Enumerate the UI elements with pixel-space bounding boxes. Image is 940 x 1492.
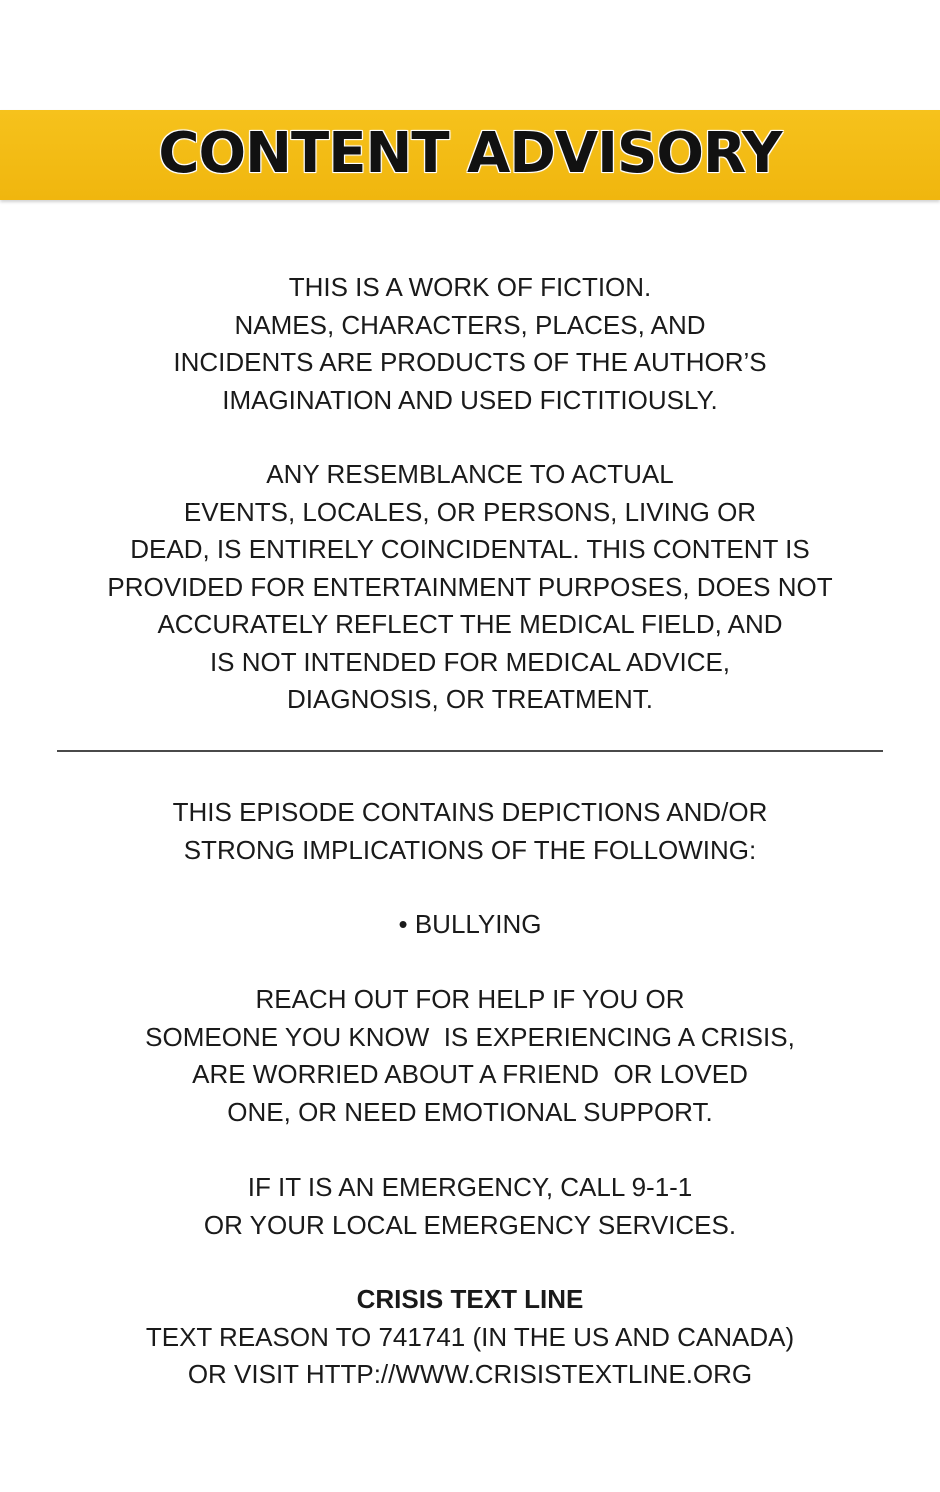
fiction-notice [0,269,940,419]
crisis-url: OR VISIT HTTP://WWW.CRISISTEXTLINE.ORG [187,1359,753,1389]
emergency-notice [0,1169,940,1244]
fiction-line: NAMES, CHARACTERS, PLACES, AND [234,309,706,340]
section-divider [57,750,883,752]
fiction-line: IMAGINATION AND USED FICTITIOUSLY. [222,384,718,415]
fiction-line: THIS IS A WORK OF FICTION. [288,272,652,302]
resemblance-line: ANY RESEMBLANCE TO ACTUAL [266,459,674,489]
crisis-text-line [0,1281,940,1394]
help-line: REACH OUT FOR HELP IF YOU OR [255,984,685,1014]
resemblance-line: DEAD, IS ENTIRELY COINCIDENTAL. THIS CONTENT IS [130,534,810,564]
help-line: ARE WORRIED ABOUT A FRIEND OR LOVED [192,1059,748,1089]
help-line: SOMEONE YOU KNOW IS EXPERIENCING A CRISIS, [145,1021,795,1052]
advisory-banner [0,110,940,200]
fiction-line: INCIDENTS ARE PRODUCTS OF THE AUTHOR’S [173,347,767,377]
topic-list [0,906,940,944]
emergency-line: OR YOUR LOCAL EMERGENCY SERVICES. [203,1209,737,1240]
emergency-line: IF IT IS AN EMERGENCY, CALL 9-1-1 [247,1172,693,1202]
crisis-heading: CRISIS TEXT LINE [356,1284,584,1314]
episode-line: STRONG IMPLICATIONS OF THE FOLLOWING: [183,834,757,865]
resemblance-notice [0,456,940,719]
crisis-line: TEXT REASON TO 741741 (IN THE US AND CANADA) [145,1321,795,1352]
resemblance-line: DIAGNOSIS, OR TREATMENT. [287,684,653,714]
resemblance-line: IS NOT INTENDED FOR MEDICAL ADVICE, [209,646,731,677]
topic-item: • BULLYING [398,909,542,939]
episode-notice [0,794,940,869]
help-line: ONE, OR NEED EMOTIONAL SUPPORT. [227,1096,713,1127]
help-notice [0,981,940,1131]
resemblance-line: PROVIDED FOR ENTERTAINMENT PURPOSES, DOES NOT [107,571,833,602]
resemblance-line: EVENTS, LOCALES, OR PERSONS, LIVING OR [183,496,757,527]
episode-line: THIS EPISODE CONTAINS DEPICTIONS AND/OR [172,797,768,827]
banner-title: CONTENT ADVISORY [158,120,782,186]
resemblance-line: ACCURATELY REFLECT THE MEDICAL FIELD, AND [157,609,783,639]
